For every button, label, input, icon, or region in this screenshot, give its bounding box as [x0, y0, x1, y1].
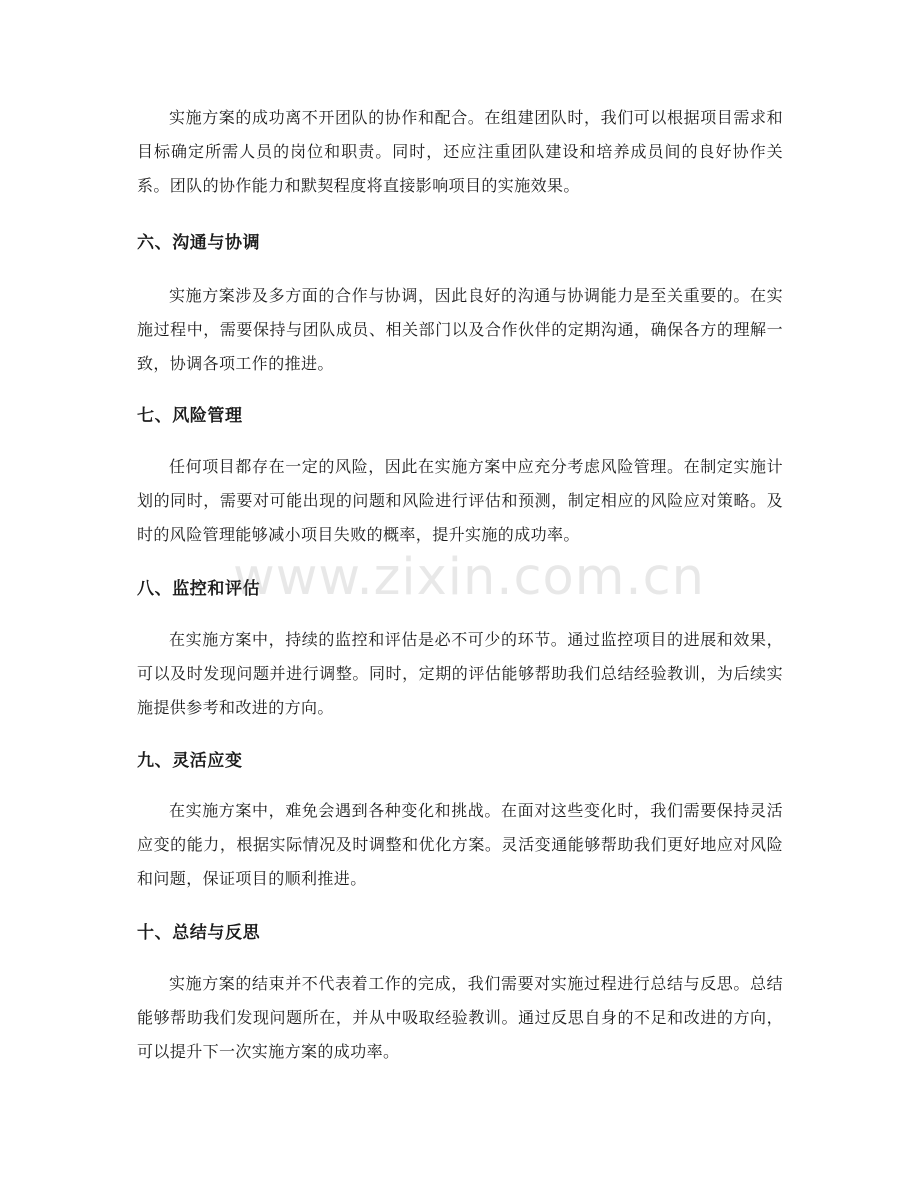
- section-paragraph-6: 实施方案涉及多方面的合作与协调，因此良好的沟通与协调能力是至关重要的。在实施过程中，需要保持与团队成员、相关部门以及合作伙伴的定期沟通，确保各方的理解一致，协调各项工作的推进。: [137, 286, 783, 373]
- section-heading-8: 八、监控和评估: [137, 579, 261, 599]
- section-heading-9: 九、灵活应变: [137, 751, 243, 771]
- section-paragraph-8: 在实施方案中，持续的监控和评估是必不可少的环节。通过监控项目的进展和效果，可以及时发现问题并进行调整。同时，定期的评估能够帮助我们总结经验教训，为后续实施提供参考和改进的方向。: [137, 630, 783, 717]
- section-paragraph-10: 实施方案的结束并不代表着工作的完成，我们需要对实施过程进行总结与反思。总结能够帮助我们发现问题所在，并从中吸取经验教训。通过反思自身的不足和改进的方向，可以提升下一次实施方案的成功率。: [137, 974, 783, 1061]
- section-heading-7: 七、风险管理: [137, 406, 243, 426]
- intro-paragraph: 实施方案的成功离不开团队的协作和配合。在组建团队时，我们可以根据项目需求和目标确定所需人员的岗位和职责。同时，还应注重团队建设和培养成员间的良好协作关系。团队的协作能力和默契程度将直接影响项目的实施效果。: [137, 108, 783, 195]
- section-heading-6: 六、沟通与协调: [137, 233, 261, 253]
- section-paragraph-9: 在实施方案中，难免会遇到各种变化和挑战。在面对这些变化时，我们需要保持灵活应变的能力，根据实际情况及时调整和优化方案。灵活变通能够帮助我们更好地应对风险和问题，保证项目的顺利推进。: [137, 801, 783, 888]
- section-heading-10: 十、总结与反思: [137, 923, 261, 943]
- section-paragraph-7: 任何项目都存在一定的风险，因此在实施方案中应充分考虑风险管理。在制定实施计划的同时，需要对可能出现的问题和风险进行评估和预测，制定相应的风险应对策略。及时的风险管理能够减小项目失败的概率，提升实施的成功率。: [137, 457, 783, 544]
- watermark-text: www.zixin.com.cn: [233, 548, 705, 607]
